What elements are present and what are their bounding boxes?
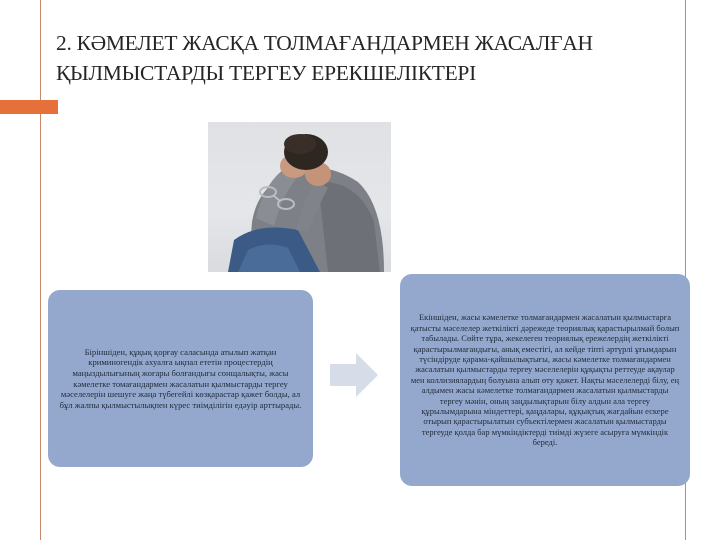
left-border-line — [40, 0, 41, 540]
arrow-right-icon — [330, 353, 378, 397]
person-head-in-hands-photo — [208, 122, 391, 272]
title-accent-bar — [0, 100, 58, 114]
first-point-box — [48, 290, 313, 467]
second-point-text: Екіншіден, жасы кәмелетке толмағандармен жасалатын қылмыстарға қатысты мәселелер жеткілікті дәрежеде теориялық қарастырылмай болып табылады. Сөйте тұра, жекелеген теориялық ережелердің жеткілікті қарастырылмағандығы, анық еместігі, ал кейде тіпті әртүрлі ұғымдарын түсіндіруде қарама-қайшылықтығы, жасы кәмелетке толмағандармен жасалатын қылмыстарды тергеу мәселелерін құқықты реттеуде ақаулар мен коллизиялардың болуына алып өту қажет. Нақты мәселелерді білу, ең алдымен жасы кәмелетке толмағандармен жасалатын қылмыстарды тергеу мәнін, оның заңдылықтарын білу алдын ала тергеу құрылымдарына міндеттері, қаңдалары, құқықтық жағдайын ескере отырып қарастырылатын субъектілермен жасалатын қылмыстарды тергеуде қолда бар мүмкіндіктерді тиімді жүзеге асыруға мүмкіндік береді. — [410, 312, 680, 448]
second-point-box — [400, 274, 690, 486]
slide-title: 2. КӘМЕЛЕТ ЖАСҚА ТОЛМАҒАНДАРМЕН ЖАСАЛҒАН ҚЫЛМЫСТАРДЫ ТЕРГЕУ ЕРЕКШЕЛІКТЕРІ — [56, 31, 593, 85]
first-point-text: Біріншіден, құқық қорғау саласында атылып жатқан криминогендік ахуалға ықпал ететін процестердің маңыздылығының жоғары болғандығы сонщалықты, жасы кәмелетке томағандармен жасалатын қылмыстарды тергеу мәселелерін шешуге жаңа түбегейлі көзқарастар қажет болды, ал бұл жалпы қылмыстылықпен күрес тиімділігін едәуір арттырады. — [59, 346, 302, 410]
